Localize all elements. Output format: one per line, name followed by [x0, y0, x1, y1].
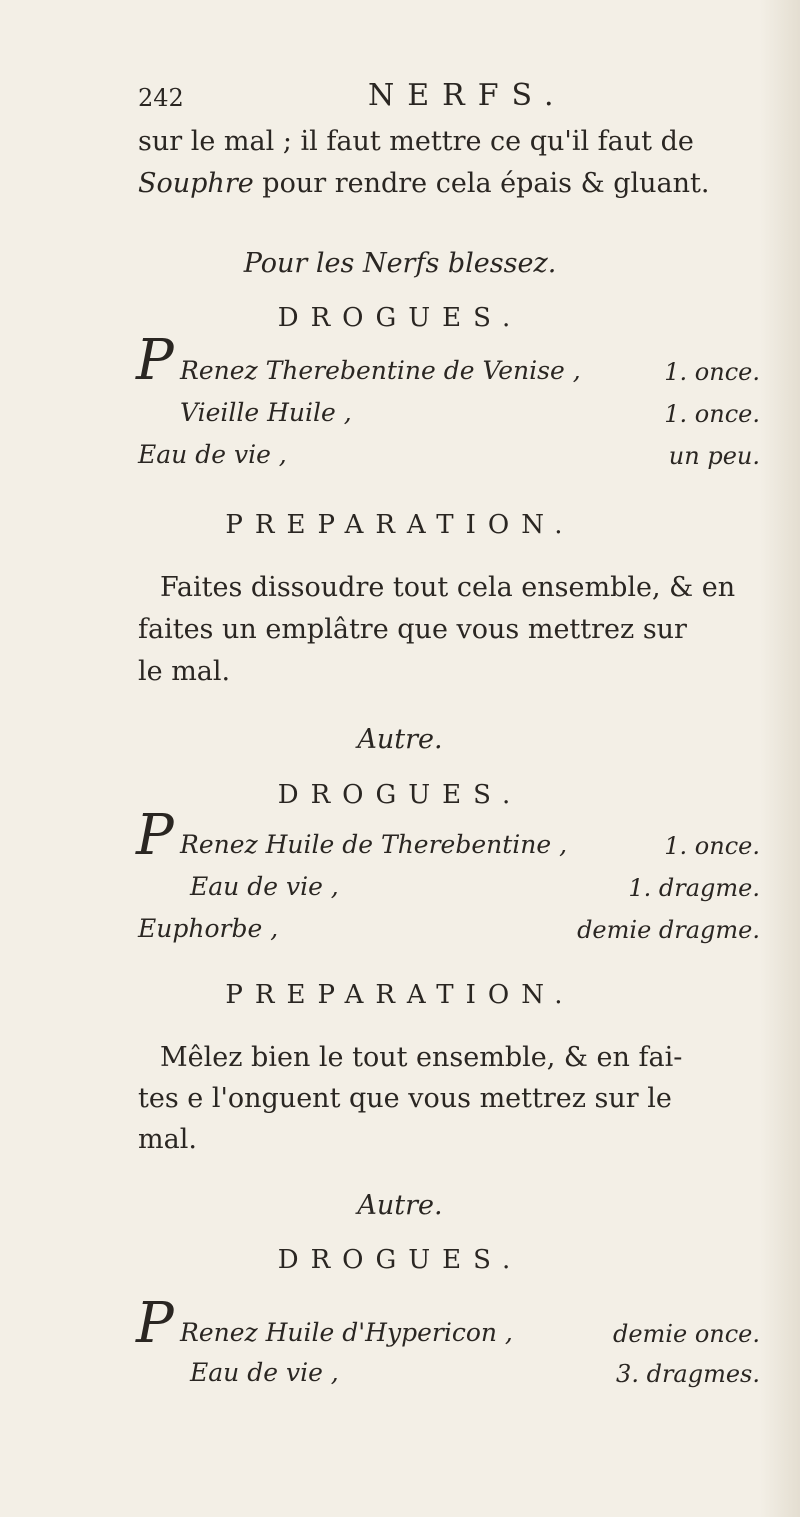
section2-prep-line-2: tes e l'onguent que vous mettrez sur le	[138, 1083, 672, 1114]
page-header	[0, 78, 800, 118]
section3-title: Autre.	[357, 1190, 443, 1221]
section1-ingredient-1: Renez Therebentine de Venise ,	[180, 356, 581, 385]
section2-ingredient-1: Renez Huile de Therebentine ,	[180, 830, 568, 859]
section3-ingredient-2: Eau de vie ,	[190, 1358, 339, 1387]
section2-drogues: DROGUES.	[277, 780, 523, 810]
section3-initial: P	[136, 1291, 174, 1356]
section1-drogues: DROGUES.	[277, 303, 523, 333]
section1-qty-1: 1. once.	[664, 358, 760, 386]
section1-initial: P	[136, 328, 174, 393]
section1-ingredient-3: Eau de vie ,	[138, 440, 287, 469]
section1-ingredient-2: Vieille Huile ,	[180, 398, 352, 427]
section2-title: Autre.	[357, 724, 443, 755]
section2-initial: P	[136, 803, 174, 868]
section2-qty-1: 1. once.	[664, 832, 760, 860]
section3-qty-1: demie once.	[612, 1320, 760, 1348]
intro-line-1: sur le mal ; il faut mettre ce qu'il faut de	[138, 126, 694, 157]
section2-ingredient-2: Eau de vie ,	[190, 872, 339, 901]
section3-ingredient-1: Renez Huile d'Hypericon ,	[180, 1318, 513, 1347]
section1-title: Pour les Nerfs blessez.	[243, 248, 557, 279]
section2-qty-3: demie dragme.	[577, 916, 760, 944]
section2-prep-line-3: mal.	[138, 1124, 197, 1155]
section2-qty-2: 1. dragme.	[628, 874, 760, 902]
section1-prep-line-1: Faites dissoudre tout cela ensemble, & en	[160, 572, 736, 603]
section1-prep-line-3: le mal.	[138, 656, 231, 687]
section2-prep-line-1: Mêlez bien le tout ensemble, & en fai-	[160, 1042, 683, 1073]
intro-souphre: Souphre	[138, 168, 254, 199]
section2-ingredient-3: Euphorbe ,	[138, 914, 279, 943]
intro-line-2-rest: pour rendre cela épais & gluant.	[253, 168, 710, 199]
page-edge-shadow	[760, 0, 800, 1517]
section3-drogues: DROGUES.	[277, 1245, 523, 1275]
section3-qty-2: 3. dragmes.	[616, 1360, 760, 1388]
section1-qty-2: 1. once.	[664, 400, 760, 428]
section1-prep-line-2: faites un emplâtre que vous mettrez sur	[138, 614, 687, 645]
intro-line-2	[138, 168, 709, 199]
page-number: 242	[138, 84, 184, 112]
section1-qty-3: un peu.	[668, 442, 760, 470]
section1-preparation-heading: PREPARATION.	[225, 510, 575, 540]
running-title: NERFS.	[368, 78, 567, 113]
section2-preparation-heading: PREPARATION.	[225, 980, 575, 1010]
